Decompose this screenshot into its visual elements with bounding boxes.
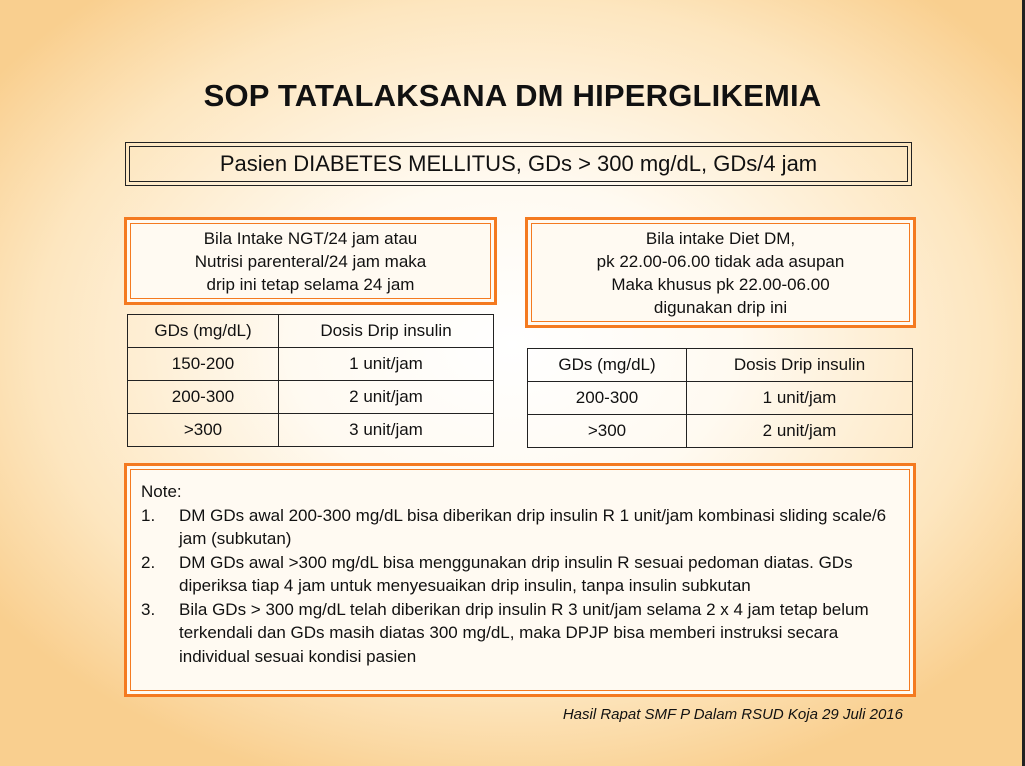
table-cell: 2 unit/jam (279, 381, 494, 414)
table-row (528, 415, 913, 448)
left-dose-table (127, 314, 494, 447)
table-row (128, 381, 494, 414)
table-cell: 150-200 (128, 348, 279, 381)
table-header-row (528, 349, 913, 382)
subtitle-box (125, 142, 912, 186)
table-cell: 200-300 (128, 381, 279, 414)
list-item (141, 598, 897, 669)
note-number: 3. (141, 599, 156, 619)
table-cell: >300 (128, 414, 279, 447)
table-row (128, 348, 494, 381)
table-row (128, 414, 494, 447)
right-condition-box (525, 217, 916, 328)
note-number: 1. (141, 505, 156, 525)
right-dose-table (527, 348, 913, 448)
table-cell: 2 unit/jam (687, 415, 913, 448)
table-cell: 200-300 (528, 382, 687, 415)
table-header-cell: GDs (mg/dL) (528, 349, 687, 382)
table-header-row (128, 315, 494, 348)
right-condition-line: Maka khusus pk 22.00-06.00 (611, 274, 830, 294)
note-text: DM GDs awal 200-300 mg/dL bisa diberikan drip insulin R 1 unit/jam kombinasi sliding scale/6 jam (subkutan) (179, 505, 887, 548)
note-list (141, 504, 897, 669)
table-header-cell: Dosis Drip insulin (279, 315, 494, 348)
table-row (528, 382, 913, 415)
note-heading: Note: (141, 482, 182, 501)
note-number: 2. (141, 552, 156, 572)
page-title: SOP TATALAKSANA DM HIPERGLIKEMIA (203, 78, 822, 113)
left-condition-line: Bila Intake NGT/24 jam atau (203, 228, 418, 248)
source-footer: Hasil Rapat SMF P Dalam RSUD Koja 29 Juli 2016 (562, 706, 903, 723)
right-condition-line: Bila intake Diet DM, (645, 228, 796, 248)
table-cell: 1 unit/jam (279, 348, 494, 381)
left-condition-line: drip ini tetap selama 24 jam (206, 274, 415, 294)
left-condition-box (124, 217, 497, 305)
left-condition-line: Nutrisi parenteral/24 jam maka (194, 251, 427, 271)
note-text: DM GDs awal >300 mg/dL bisa menggunakan drip insulin R sesuai pedoman diatas. GDs diperiksa tiap 4 jam untuk menyesuaikan drip insulin, tanpa insulin subkutan (179, 552, 853, 595)
table-cell: >300 (528, 415, 687, 448)
note-box (124, 463, 916, 697)
list-item (141, 504, 897, 551)
table-cell: 3 unit/jam (279, 414, 494, 447)
subtitle-text: Pasien DIABETES MELLITUS, GDs > 300 mg/dL, GDs/4 jam (129, 146, 908, 182)
table-cell: 1 unit/jam (687, 382, 913, 415)
table-header-cell: Dosis Drip insulin (687, 349, 913, 382)
right-condition-line: digunakan drip ini (653, 297, 788, 317)
right-condition-line: pk 22.00-06.00 tidak ada asupan (596, 251, 845, 271)
list-item (141, 551, 897, 598)
note-text: Bila GDs > 300 mg/dL telah diberikan drip insulin R 3 unit/jam selama 2 x 4 jam tetap belum terkendali dan GDs masih diatas 300 mg/dL, maka DPJP bisa memberi instruksi secara individual sesuai kondisi pasien (179, 599, 869, 666)
table-header-cell: GDs (mg/dL) (128, 315, 279, 348)
